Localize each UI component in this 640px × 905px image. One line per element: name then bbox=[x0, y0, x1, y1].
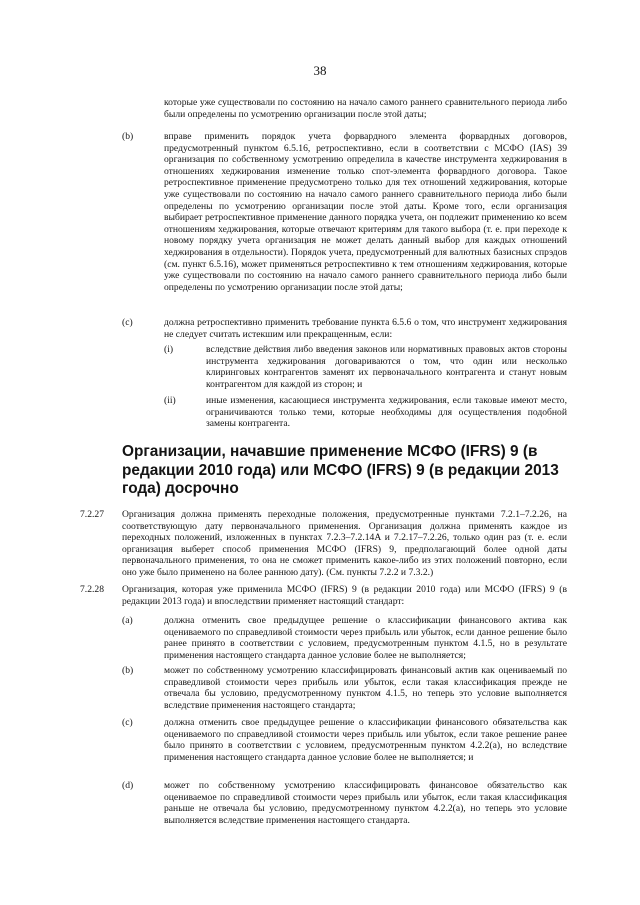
item-text: может по собственному усмотрению классифицировать финансовый актив как оцениваемый по справедливой стоимости через прибыль или убыток, если такая классификация прежде не отвечала бы условию, предусмотренному пунктом 4.1.5, но теперь это условие выполняется вследствие применения настоящего стандарта; bbox=[164, 665, 567, 711]
paragraph-text: Организация, которая уже применила МСФО (IFRS) 9 (в редакции 2010 года) или МСФО (IFRS) 9 (в редакции 2013 года) и впоследствии применяет настоящий стандарт: bbox=[122, 584, 567, 607]
item-label: (c) bbox=[122, 717, 133, 728]
paragraph-text: Организация должна применять переходные положения, предусмотренные пунктами 7.2.1–7.2.26, на соответствующую дату первоначального применения. Организация должна применять каждое из переходных положений, изложенных в пунктах 7.2.3–7.2.14A и 7.2.17–7.2.26, только один раз (т. е. если организация выберет способ применения МСФО (IFRS) 9, предполагающий более одной даты первоначального применения, то она не сможет применить какое-либо из этих положений повторно, если оно уже было применено на более раннюю дату). (См. пункты 7.2.2 и 7.3.2.) bbox=[122, 509, 567, 578]
continuation-text: которые уже существовали по состоянию на начало самого раннего сравнительного периода либо были определены по усмотрению организации после этой даты; bbox=[164, 97, 567, 120]
subitem-text: вследствие действия либо введения законов или нормативных правовых актов стороны инструмента хеджирования договариваются о том, что один или несколько клиринговых контрагентов заменят их первоначального контрагента и станут новым контрагентом для каждой из сторон; и bbox=[206, 344, 567, 390]
item-text: должна ретроспективно применить требование пункта 6.5.6 о том, что инструмент хеджирования не следует считать истекшим или прекращенным, если: bbox=[164, 317, 567, 340]
page-number: 38 bbox=[313, 63, 327, 78]
item-text: должна отменить свое предыдущее решение о классификации финансового актива как оцениваемого по справедливой стоимости через прибыль или убыток, если данное решение было ранее принято в соответствии с условием, предусмотренным пунктом 4.1.5, но в результате применения настоящего стандарта данное условие более не выполняется; bbox=[164, 615, 567, 661]
item-label: (b) bbox=[122, 665, 134, 676]
item-label: (a) bbox=[122, 615, 133, 626]
subitem-label: (ii) bbox=[164, 395, 176, 406]
paragraph-number: 7.2.28 bbox=[80, 584, 104, 595]
section-heading: Организации, начавшие применение МСФО (IFRS) 9 (в редакции 2010 года) или МСФО (IFRS) 9 (в редакции 2013 года) досрочно bbox=[122, 443, 559, 497]
item-text: должна отменить свое предыдущее решение о классификации финансового обязательства как оцениваемого по справедливой стоимости через прибыль или убыток, если такое решение ранее было принято в соответствии с условием, предусмотренным пунктом 4.2.2(a), но вследствие применения настоящего стандарта данное условие более не выполняется; и bbox=[164, 717, 567, 763]
item-label: (d) bbox=[122, 780, 134, 791]
item-text: вправе применить порядок учета форвардного элемента форвардных договоров, предусмотренный пунктом 6.5.16, ретроспективно, если в соответствии с МСФО (IAS) 39 организация по собственному усмотрению определила в качестве инструмента хеджирования в отношениях хеджирования изменение только спот-элемента форвардного договора. Такое ретроспективное применение предусмотрено только для тех отношений хеджирования, которые уже существовали по состоянию на начало самого раннего сравнительного периода либо были определены по усмотрению организации после этой даты. Кроме того, если организация выбирает ретроспективное применение данного порядка учета, он подлежит применению ко всем отношениям хеджирования, которые отвечают критериям для такого выбора (т. е. при переходе к новому порядку учета организация не может делать данный выбор для каждых отношений хеджирования в отдельности). Порядок учета, предусмотренный для валютных базисных спрэдов (см. пункт 6.5.16), может применяться ретроспективно к тем отношениям хеджирования, которые уже существовали по состоянию на начало самого раннего сравнительного периода либо были определены по усмотрению организации после этой даты; bbox=[164, 131, 567, 293]
item-label: (b) bbox=[122, 131, 134, 142]
item-label: (c) bbox=[122, 317, 133, 328]
subitem-label: (i) bbox=[164, 344, 174, 355]
paragraph-number: 7.2.27 bbox=[80, 509, 104, 520]
subitem-text: иные изменения, касающиеся инструмента хеджирования, если таковые имеют место, ограничиваются только теми, которые необходимы для осуществления подобной замены контрагента. bbox=[206, 395, 567, 430]
item-text: может по собственному усмотрению классифицировать финансовое обязательство как оцениваемое по справедливой стоимости через прибыль или убыток, если такая классификация раньше не отвечала бы условию, предусмотренному пунктом 4.2.2(a), но теперь это условие выполняется вследствие применения настоящего стандарта. bbox=[164, 780, 567, 826]
